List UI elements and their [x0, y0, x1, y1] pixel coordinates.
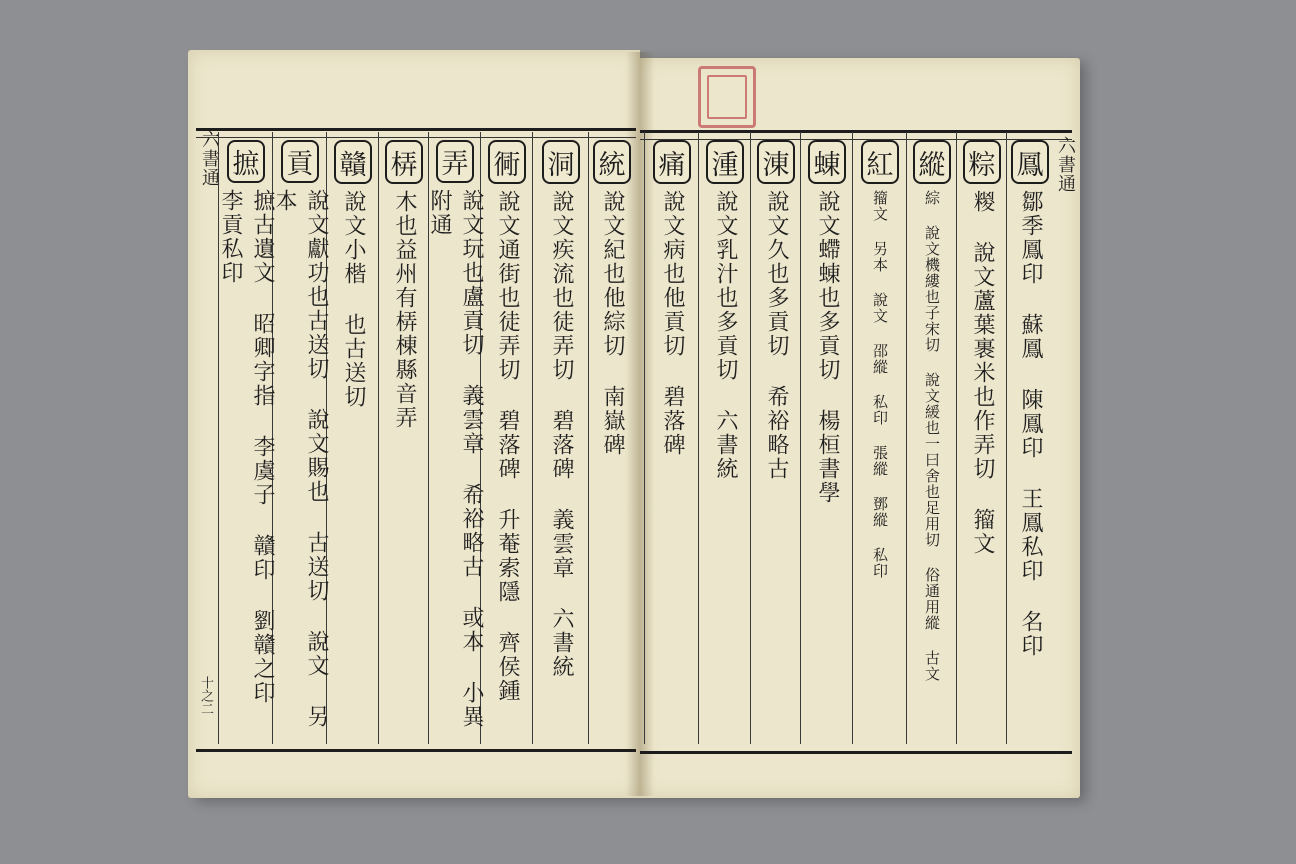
right-column-5: [800, 132, 853, 744]
entry-head-character: 梇: [385, 140, 423, 184]
entry-text: 說文螮蝀也多貢切 楊桓書學: [815, 190, 840, 505]
right-column-4: [852, 132, 907, 744]
entry-head-character: 貢: [281, 140, 319, 183]
entry-text: 說文乳汁也多貢切 六書統: [713, 190, 738, 481]
entry-text: 糉 說文蘆葉裹米也作弄切 籀文: [970, 190, 995, 556]
entry-head-character: 鳳: [1011, 140, 1049, 184]
entry-head-character: 統: [593, 140, 631, 184]
right-column-6: [750, 132, 801, 744]
entry-head-character: 弄: [436, 140, 474, 183]
right-column-1: [1006, 132, 1053, 744]
entry-text: 說文玩也盧貢切 義雲章 希裕略古 或本 小異 附通: [427, 189, 484, 729]
entry-head-character: 縱: [913, 140, 951, 184]
right-column-3: [906, 132, 957, 744]
entry-text: 說文通街也徒弄切 碧落碑 升菴索隱 齊侯鍾: [495, 190, 520, 703]
entry-text: 說文病也他貢切 碧落碑: [660, 190, 685, 457]
entry-text: 說文獻功也古送切 說文賜也 古送切 說文 另本: [272, 189, 329, 730]
entry-head-character: 紅: [861, 140, 899, 184]
left-column-7: [272, 132, 327, 744]
left-column-4: [427, 132, 484, 744]
entry-text: 綜 說文機縷也子宋切 說文緩也一曰舍也足用切 俗通用縱 古文: [923, 190, 941, 682]
collector-seal: [698, 66, 756, 128]
entry-head-character: 蝀: [808, 140, 846, 184]
left-column-5: [378, 132, 429, 744]
left-column-8: [218, 132, 273, 744]
entry-head-character: 贛: [334, 140, 372, 184]
entry-head-character: 涷: [757, 140, 795, 184]
entry-text: 說文疾流也徒弄切 碧落碑 義雲章 六書統: [549, 190, 574, 679]
right-column-7: [698, 132, 751, 744]
entry-head-character: 洞: [542, 140, 580, 184]
entry-text: 鄒季鳳印 蘇鳳 陳鳳印 王鳳私印 名印: [1018, 190, 1043, 658]
entry-text: 說文久也多貢切 希裕略古: [764, 190, 789, 481]
left-column-6: [326, 132, 379, 744]
entry-head-character: 湩: [706, 140, 744, 184]
right-column-2: [956, 132, 1007, 744]
entry-text: 摭古遺文 昭卿字指 李虞子 贛印 劉贛之印 李貢私印: [218, 189, 275, 705]
left-column-3: [480, 132, 533, 744]
entry-text: 木也益州有梇棟縣音弄: [392, 190, 417, 430]
entry-text: 說文小楷 也古送切: [341, 190, 366, 409]
entry-head-character: 摭: [227, 140, 265, 183]
left-column-2: [532, 132, 589, 744]
right-column-8: [644, 132, 699, 744]
right-running-title: 六書通: [1055, 136, 1076, 193]
entry-head-character: 衕: [488, 140, 526, 184]
entry-head-character: 痛: [653, 140, 691, 184]
left-running-title: 六書通: [199, 130, 220, 187]
page-number: 十之二: [198, 676, 213, 715]
entry-text: 籀文 另本 說文 邵縱 私印 張縱 鄧縱 私印: [871, 190, 889, 579]
entry-text: 說文紀也他綜切 南嶽碑: [600, 190, 625, 457]
entry-head-character: 粽: [963, 140, 1001, 184]
left-column-1: [588, 132, 635, 744]
